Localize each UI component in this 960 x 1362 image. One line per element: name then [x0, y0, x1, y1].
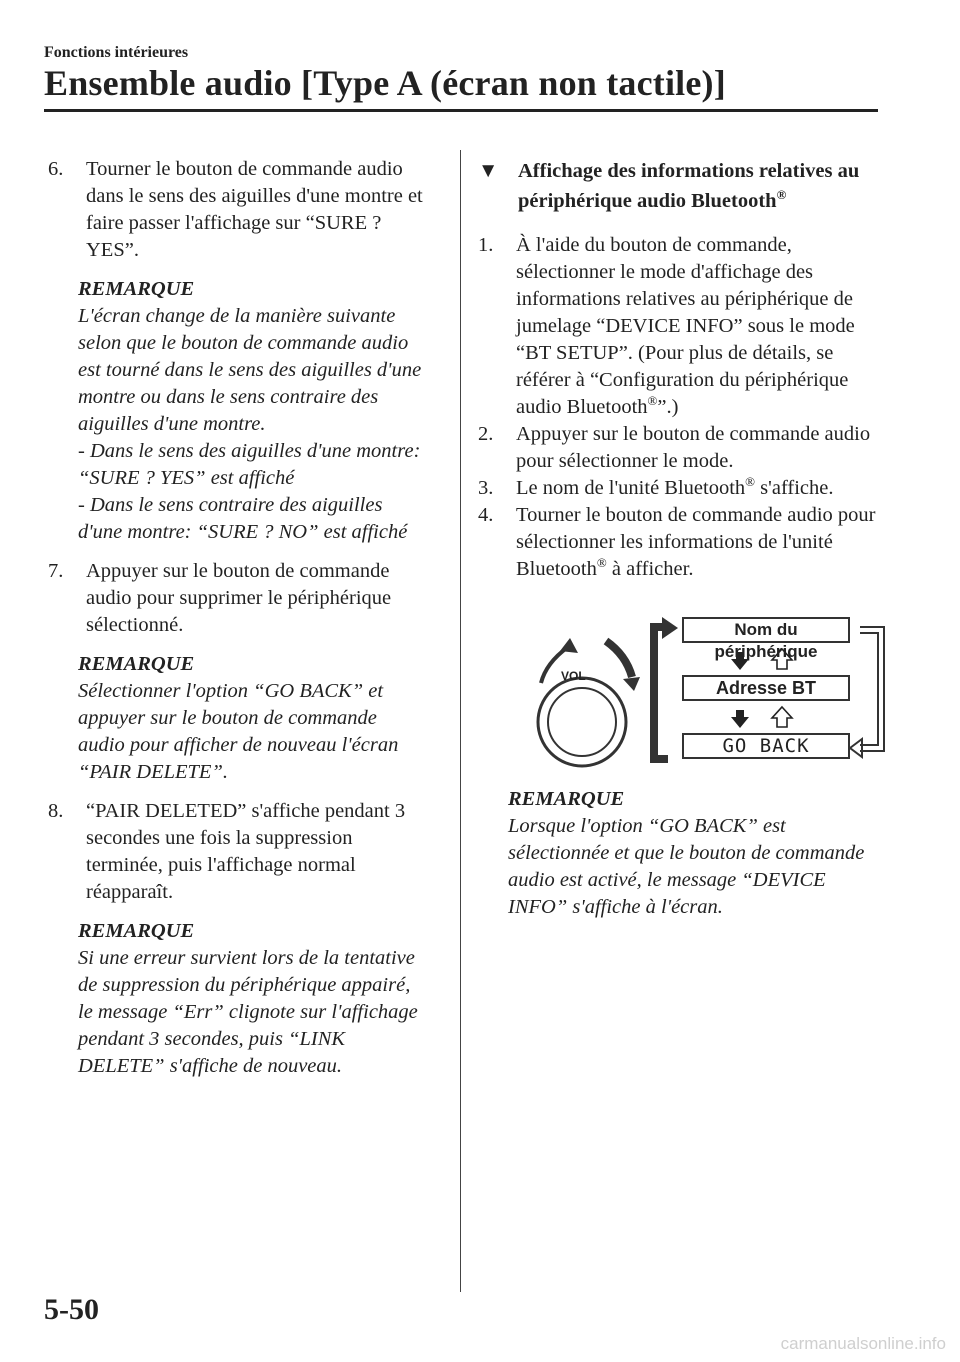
section-label: Fonctions intérieures: [44, 44, 189, 61]
note-step-7: [78, 651, 428, 786]
bracket-arrowhead-icon: [662, 617, 678, 639]
note-text: Si une erreur survient lors de la tentative de suppression du périphérique appairé, le message “Err” clignote sur l'affichage pendant 3 secondes, puis “LINK DELETE” s'affiche de nouveau.: [78, 947, 418, 1077]
note-line-counterclockwise: - Dans le sens contraire des aiguilles d'une montre: “SURE ? NO” est affiché: [78, 494, 408, 543]
cw-rotate-arrow-icon: [606, 641, 632, 677]
note-step-8: [78, 918, 428, 1080]
registered-mark: ®: [596, 555, 607, 571]
cw-arrowhead-icon: [623, 677, 640, 691]
page-title: Ensemble audio [Type A (écran non tactile)]: [44, 63, 726, 103]
step-text: Appuyer sur le bouton de commande audio pour supprimer le périphérique sélectionné.: [86, 560, 392, 636]
return-arrowhead-icon: [850, 739, 862, 757]
step-6: [48, 156, 428, 264]
left-bracket-icon: [654, 627, 670, 759]
page-number: 5-50: [44, 1293, 99, 1326]
step-number: 2.: [478, 423, 494, 445]
ccw-arrowhead-icon: [560, 638, 578, 653]
step-7: [48, 558, 428, 639]
go-back-box: GO BACK: [682, 733, 850, 759]
step-number: 7.: [48, 560, 64, 582]
note-line-clockwise: - Dans le sens des aiguilles d'une montre: “SURE ? YES” est affiché: [78, 440, 421, 489]
step-3: [478, 475, 878, 502]
step-4: [478, 502, 878, 583]
device-info-diagram: [508, 617, 908, 772]
note-heading: REMARQUE: [78, 278, 195, 300]
step-text-end: s'affiche.: [755, 477, 834, 499]
note-text: L'écran change de la manière suivante selon que le bouton de commande audio est tourné dans le sens des aiguilles d'une montre ou dans le sens contraire des aiguilles d'une montre.: [78, 305, 422, 435]
note-heading: REMARQUE: [78, 653, 195, 675]
step-text: Appuyer sur le bouton de commande audio pour sélectionner le mode.: [516, 423, 871, 472]
step-text: À l'aide du bouton de commande, sélectionner le mode d'affichage des informations relatives au périphérique de jumelage “DEVICE INFO” sous le mode “BT SETUP”. (Pour plus de détails, se référer à “Configuration du périphérique audio Bluetooth: [516, 234, 855, 418]
right-column: [478, 156, 878, 933]
up-arrow-icon-2: [772, 707, 792, 727]
step-number: 6.: [48, 158, 64, 180]
step-number: 3.: [478, 477, 494, 499]
device-name-box: Nom du périphérique: [682, 617, 850, 643]
volume-knob-inner-icon: [548, 688, 616, 756]
registered-mark: ®: [776, 187, 787, 203]
watermark: carmanualsonline.info: [780, 1334, 946, 1353]
step-text: “PAIR DELETED” s'affiche pendant 3 secondes une fois la suppression terminée, puis l'affichage normal réapparaît.: [86, 800, 406, 903]
bt-address-box: Adresse BT: [682, 675, 850, 701]
note-text: Lorsque l'option “GO BACK” est sélectionnée et que le bouton de commande audio est activé, le message “DEVICE INFO” s'affiche à l'écran.: [508, 815, 865, 918]
column-divider: [460, 150, 461, 1292]
step-text: Tourner le bouton de commande audio pour sélectionner les informations de l'unité Bluetooth: [516, 504, 876, 580]
return-loop-icon: [860, 627, 884, 751]
down-arrow-icon-2: [731, 710, 749, 728]
step-number: 8.: [48, 800, 64, 822]
note-step-6: [78, 276, 428, 546]
step-text-end: à afficher.: [606, 558, 694, 580]
volume-knob-icon: [538, 678, 626, 766]
triangle-marker-icon: ▼: [478, 160, 499, 182]
section-heading: [478, 156, 878, 216]
left-column: [48, 156, 428, 1092]
step-number: 1.: [478, 234, 494, 256]
step-text-end: ”.): [657, 396, 679, 418]
step-text: Le nom de l'unité Bluetooth: [516, 477, 746, 499]
title-rule: [44, 109, 878, 112]
note-heading: REMARQUE: [78, 920, 195, 942]
step-number: 4.: [478, 504, 494, 526]
registered-mark: ®: [647, 393, 658, 409]
note-heading: REMARQUE: [508, 788, 625, 810]
vol-label: VOL: [561, 669, 586, 683]
registered-mark: ®: [745, 474, 756, 490]
note-text: Sélectionner l'option “GO BACK” et appuyer sur le bouton de commande audio pour afficher de nouveau l'écran “PAIR DELETE”.: [78, 680, 399, 783]
heading-text: Affichage des informations relatives au périphérique audio Bluetooth: [518, 160, 860, 212]
step-text: Tourner le bouton de commande audio dans le sens des aiguilles d'une montre et faire passer l'affichage sur “SURE ? YES”.: [86, 158, 423, 261]
return-loop-inner-icon: [860, 633, 878, 745]
step-2: [478, 421, 878, 475]
step-8: [48, 798, 428, 906]
step-1: [478, 232, 878, 421]
note-device-info: [508, 786, 878, 921]
